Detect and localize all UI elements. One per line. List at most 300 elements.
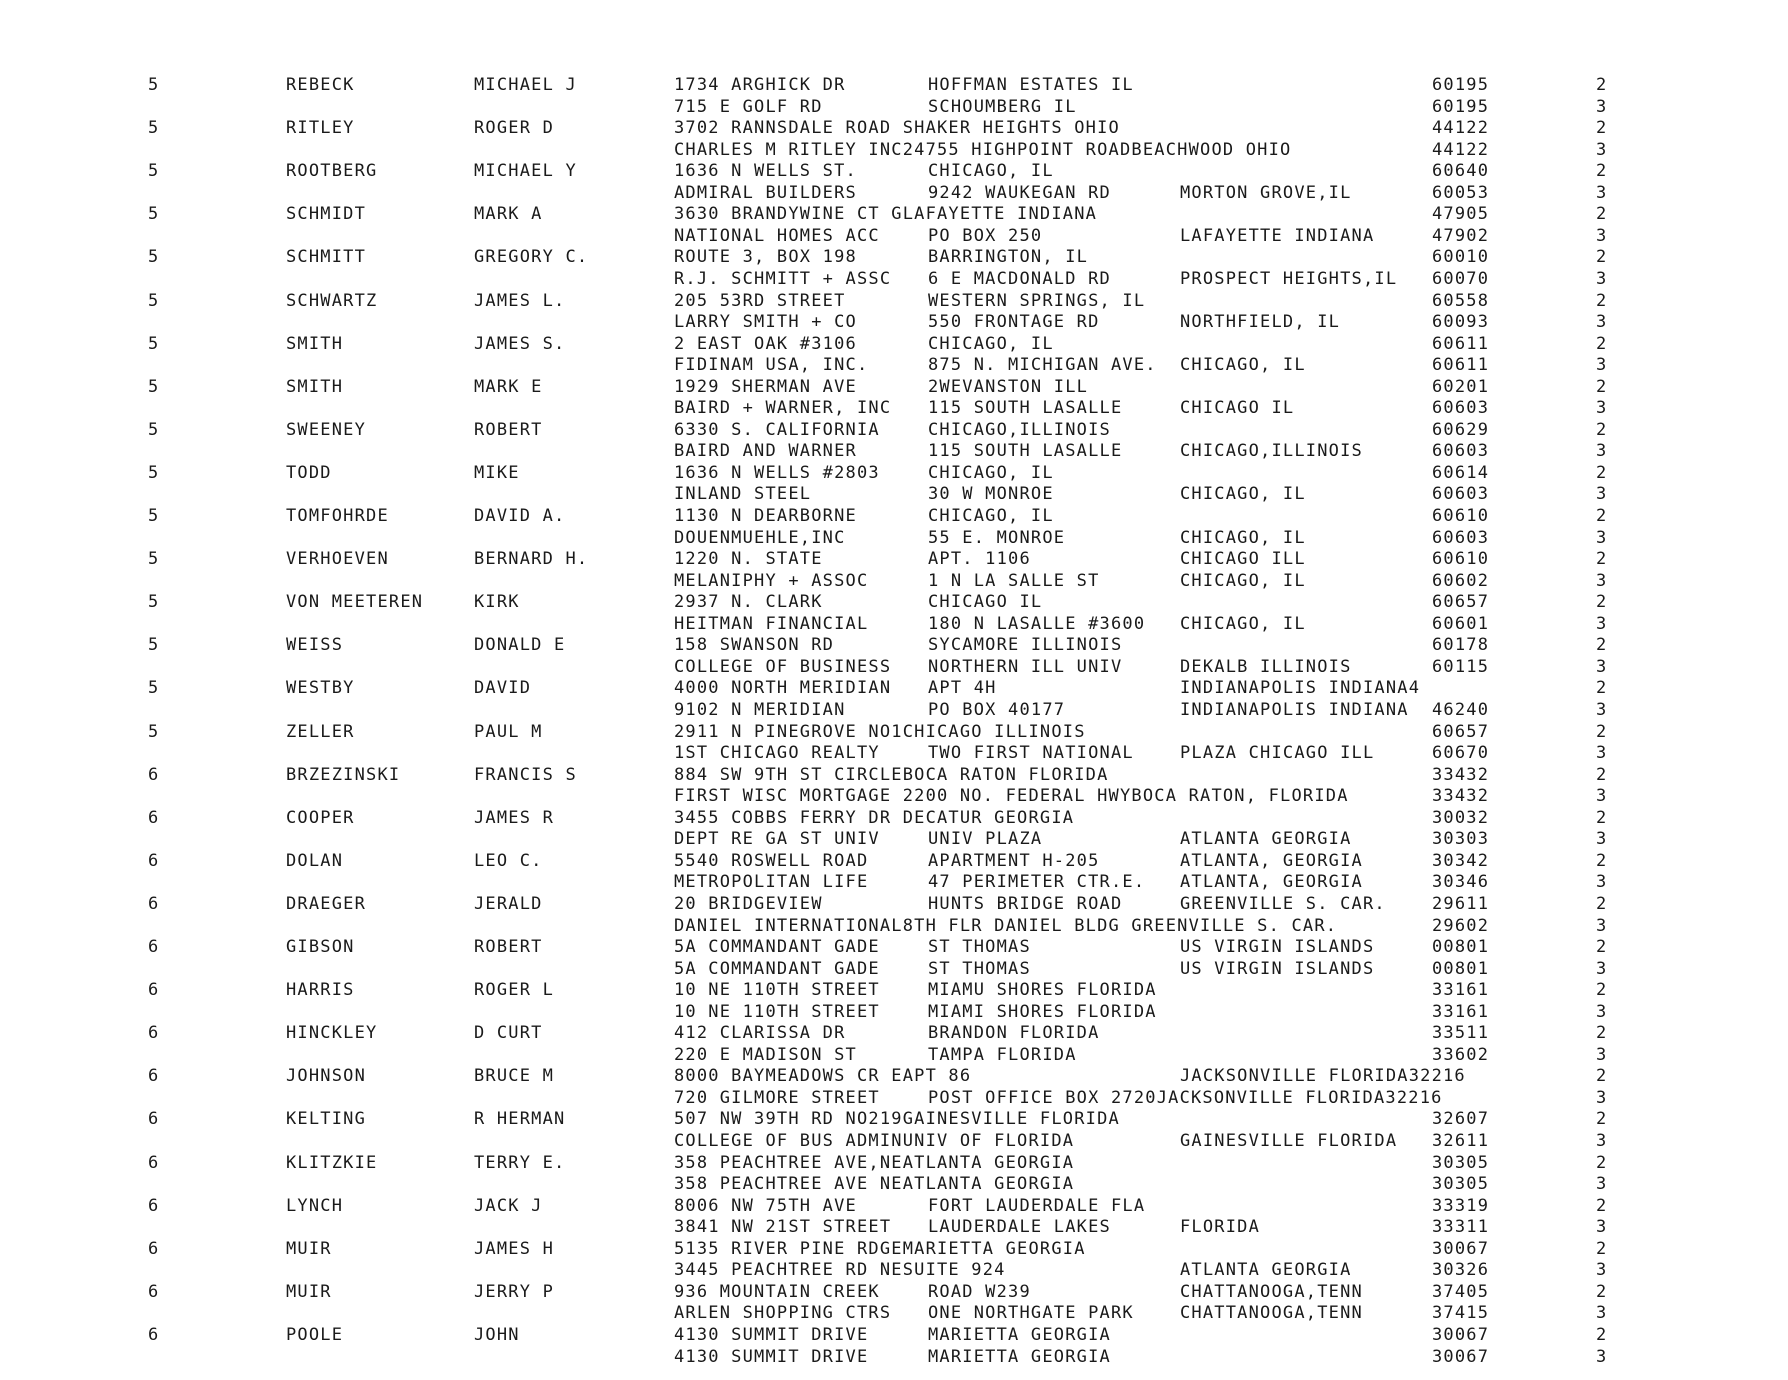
city-state: US VIRGIN ISLANDS <box>1180 937 1375 957</box>
address-line-1: 8000 BAYMEADOWS CR EAPT 86 <box>674 1066 972 1087</box>
first-name: MARK E <box>474 376 543 397</box>
first-name: ROGER L <box>474 980 555 1001</box>
record-code: 3 <box>1596 1303 1608 1324</box>
record-code: 3 <box>1596 139 1608 160</box>
table-row <box>0 1173 1788 1195</box>
city-state: FLORIDA <box>1180 1217 1261 1238</box>
address-line-1: 3630 BRANDYWINE CT GLAFAYETTE INDIANA <box>674 204 1098 225</box>
first-name: BERNARD H. <box>474 549 589 570</box>
city-state: PROSPECT HEIGHTS,IL <box>1180 269 1398 289</box>
address-line-1: 2 EAST OAK #3106 <box>674 333 857 354</box>
zip-code: 32607 <box>1432 1109 1490 1130</box>
table-row <box>0 462 1788 484</box>
address-line-1: 3841 NW 21ST STREET <box>674 1217 892 1238</box>
table-row <box>0 1346 1788 1368</box>
last-name: MUIR <box>286 1281 332 1302</box>
table-row <box>0 117 1788 139</box>
address-line-1: 205 53RD STREET <box>674 290 846 311</box>
first-name: ROBERT <box>474 937 543 957</box>
zip-code: 60657 <box>1432 721 1490 742</box>
address-line-2: MARIETTA GEORGIA <box>928 1346 1111 1367</box>
table-row <box>0 397 1788 419</box>
zip-code: 33161 <box>1432 1001 1490 1022</box>
record-code: 2 <box>1596 75 1608 95</box>
address-line-2: PO BOX 40177 <box>928 700 1066 720</box>
zip-code: 29611 <box>1432 893 1490 914</box>
zip-code: 60070 <box>1432 269 1490 289</box>
address-line-2: 55 E. MONROE <box>928 527 1066 548</box>
record-code: 3 <box>1596 312 1608 333</box>
table-row <box>0 505 1788 527</box>
city-state: DEKALB ILLINOIS <box>1180 656 1352 677</box>
last-name: WESTBY <box>286 678 355 699</box>
address-line-1: 10 NE 110TH STREET <box>674 1001 880 1022</box>
last-name: GIBSON <box>286 937 355 957</box>
record-code: 3 <box>1596 656 1608 677</box>
address-line-1: 5A COMMANDANT GADE <box>674 958 880 979</box>
record-code: 3 <box>1596 269 1608 289</box>
table-row <box>0 742 1788 764</box>
city-state: ATLANTA GEORGIA <box>1180 1260 1352 1281</box>
city-state: CHICAGO, IL <box>1180 484 1306 505</box>
first-name: R HERMAN <box>474 1109 566 1130</box>
zip-code: 60010 <box>1432 247 1490 268</box>
record-code: 2 <box>1596 1152 1608 1173</box>
class-number: 5 <box>148 333 160 354</box>
record-code: 2 <box>1596 1023 1608 1044</box>
zip-code: 30305 <box>1432 1174 1490 1194</box>
record-code: 3 <box>1596 872 1608 893</box>
zip-code: 37405 <box>1432 1281 1490 1302</box>
address-line-2: CHICAGO, IL <box>928 333 1054 354</box>
zip-code: 60657 <box>1432 592 1490 613</box>
last-name: KELTING <box>286 1109 367 1130</box>
address-line-1: 2911 N PINEGROVE NO1CHICAGO ILLINOIS <box>674 721 1086 742</box>
city-state: CHICAGO IL <box>1180 398 1295 419</box>
address-line-2: CHICAGO, IL <box>928 462 1054 483</box>
class-number: 5 <box>148 635 160 656</box>
zip-code: 00801 <box>1432 958 1490 979</box>
last-name: COOPER <box>286 807 355 828</box>
city-state: CHATTANOOGA,TENN <box>1180 1303 1363 1324</box>
address-line-1: 3455 COBBS FERRY DR DECATUR GEORGIA <box>674 807 1075 828</box>
class-number: 6 <box>148 1195 160 1216</box>
address-line-1: 1ST CHICAGO REALTY <box>674 743 880 764</box>
zip-code: 30067 <box>1432 1346 1490 1367</box>
zip-code: 29602 <box>1432 915 1490 936</box>
zip-code: 33311 <box>1432 1217 1490 1238</box>
address-line-2: ROAD W239 <box>928 1281 1031 1302</box>
address-line-1: 358 PEACHTREE AVE NEATLANTA GEORGIA <box>674 1174 1075 1194</box>
record-code: 3 <box>1596 958 1608 979</box>
table-row <box>0 74 1788 96</box>
last-name: TOMFOHRDE <box>286 506 389 526</box>
last-name: SCHMITT <box>286 247 367 268</box>
address-line-1: INLAND STEEL <box>674 484 812 505</box>
address-line-1: 1734 ARGHICK DR <box>674 75 846 95</box>
zip-code: 47905 <box>1432 204 1490 225</box>
first-name: JAMES S. <box>474 333 566 354</box>
table-row <box>0 376 1788 398</box>
class-number: 6 <box>148 807 160 828</box>
last-name: RITLEY <box>286 118 355 139</box>
city-state: CHICAGO, IL <box>1180 527 1306 548</box>
record-code: 3 <box>1596 700 1608 720</box>
class-number: 6 <box>148 1152 160 1173</box>
table-row <box>0 333 1788 355</box>
zip-code: 46240 <box>1432 700 1490 720</box>
address-line-2: CHICAGO, IL <box>928 161 1054 182</box>
address-line-2: 550 FRONTAGE RD <box>928 312 1100 333</box>
address-line-1: BAIRD AND WARNER <box>674 441 857 462</box>
record-code: 3 <box>1596 786 1608 807</box>
city-state: ATLANTA, GEORGIA <box>1180 850 1363 871</box>
address-line-1: 715 E GOLF RD <box>674 96 823 117</box>
record-code: 3 <box>1596 1346 1608 1367</box>
record-code: 2 <box>1596 592 1608 613</box>
zip-code: 47902 <box>1432 225 1490 246</box>
table-row <box>0 871 1788 893</box>
table-row <box>0 850 1788 872</box>
city-state: CHICAGO ILL <box>1180 549 1306 570</box>
record-code: 3 <box>1596 613 1608 634</box>
record-code: 2 <box>1596 506 1608 526</box>
record-code: 3 <box>1596 527 1608 548</box>
address-line-1: HEITMAN FINANCIAL <box>674 613 869 634</box>
address-line-1: 4130 SUMMIT DRIVE <box>674 1324 869 1345</box>
address-line-1: ARLEN SHOPPING CTRS <box>674 1303 892 1324</box>
class-number: 6 <box>148 1238 160 1259</box>
class-number: 5 <box>148 75 160 95</box>
record-code: 2 <box>1596 419 1608 440</box>
table-row <box>0 807 1788 829</box>
table-row <box>0 483 1788 505</box>
last-name: VERHOEVEN <box>286 549 389 570</box>
last-name: BRZEZINSKI <box>286 764 401 785</box>
class-number: 5 <box>148 592 160 613</box>
table-row <box>0 721 1788 743</box>
last-name: WEISS <box>286 635 344 656</box>
class-number: 5 <box>148 419 160 440</box>
address-line-2: FORT LAUDERDALE FLA <box>928 1195 1146 1216</box>
city-state: PLAZA CHICAGO ILL <box>1180 743 1375 764</box>
first-name: ROGER D <box>474 118 555 139</box>
table-row <box>0 764 1788 786</box>
zip-code: 00801 <box>1432 937 1490 957</box>
city-state: US VIRGIN ISLANDS <box>1180 958 1375 979</box>
zip-code: 37415 <box>1432 1303 1490 1324</box>
class-number: 6 <box>148 850 160 871</box>
table-row <box>0 591 1788 613</box>
address-line-2: ST THOMAS <box>928 958 1031 979</box>
city-state: CHICAGO,ILLINOIS <box>1180 441 1363 462</box>
zip-code: 60611 <box>1432 333 1490 354</box>
record-code: 3 <box>1596 570 1608 591</box>
record-code: 2 <box>1596 764 1608 785</box>
last-name: REBECK <box>286 75 355 95</box>
zip-code: 30346 <box>1432 872 1490 893</box>
zip-code: 60670 <box>1432 743 1490 764</box>
table-row <box>0 290 1788 312</box>
record-code: 2 <box>1596 850 1608 871</box>
class-number: 5 <box>148 678 160 699</box>
record-code: 2 <box>1596 161 1608 182</box>
table-row <box>0 246 1788 268</box>
table-row <box>0 1152 1788 1174</box>
address-line-2: APARTMENT H-205 <box>928 850 1100 871</box>
record-code: 2 <box>1596 333 1608 354</box>
city-state: CHICAGO, IL <box>1180 355 1306 376</box>
first-name: MIKE <box>474 462 520 483</box>
address-line-1: 220 E MADISON ST <box>674 1044 857 1065</box>
zip-code: 33511 <box>1432 1023 1490 1044</box>
address-line-1: METROPOLITAN LIFE <box>674 872 869 893</box>
city-state: CHICAGO, IL <box>1180 613 1306 634</box>
address-line-2: MIAMU SHORES FLORIDA <box>928 980 1157 1001</box>
table-row <box>0 915 1788 937</box>
class-number: 6 <box>148 893 160 914</box>
zip-code: 60601 <box>1432 613 1490 634</box>
address-line-1: 358 PEACHTREE AVE,NEATLANTA GEORGIA <box>674 1152 1075 1173</box>
address-line-2: HUNTS BRIDGE ROAD <box>928 893 1123 914</box>
table-row <box>0 1044 1788 1066</box>
class-number: 6 <box>148 1281 160 1302</box>
class-number: 6 <box>148 764 160 785</box>
zip-code: 33432 <box>1432 786 1490 807</box>
address-line-1: 10 NE 110TH STREET <box>674 980 880 1001</box>
first-name: ROBERT <box>474 419 543 440</box>
address-line-2: 1 N LA SALLE ST <box>928 570 1100 591</box>
address-line-1: 158 SWANSON RD <box>674 635 835 656</box>
table-row <box>0 440 1788 462</box>
address-line-1: 1636 N WELLS #2803 <box>674 462 880 483</box>
address-line-1: COLLEGE OF BUSINESS <box>674 656 892 677</box>
address-line-1: 2937 N. CLARK <box>674 592 823 613</box>
last-name: SMITH <box>286 376 344 397</box>
record-code: 2 <box>1596 678 1608 699</box>
table-row <box>0 354 1788 376</box>
first-name: JAMES R <box>474 807 555 828</box>
record-code: 2 <box>1596 1238 1608 1259</box>
table-row <box>0 419 1788 441</box>
city-state: ATLANTA GEORGIA <box>1180 829 1352 850</box>
table-row <box>0 1130 1788 1152</box>
table-row <box>0 958 1788 980</box>
city-state: ATLANTA, GEORGIA <box>1180 872 1363 893</box>
address-line-1: 5540 ROSWELL ROAD <box>674 850 869 871</box>
record-code: 3 <box>1596 1131 1608 1151</box>
record-code: 3 <box>1596 182 1608 203</box>
first-name: JERALD <box>474 893 543 914</box>
address-line-1: NATIONAL HOMES ACC <box>674 225 880 246</box>
last-name: HINCKLEY <box>286 1023 378 1044</box>
record-code: 3 <box>1596 915 1608 936</box>
record-code: 3 <box>1596 1260 1608 1281</box>
first-name: DONALD E <box>474 635 566 656</box>
record-code: 2 <box>1596 290 1608 311</box>
address-line-1: FIDINAM USA, INC. <box>674 355 869 376</box>
zip-code: 60640 <box>1432 161 1490 182</box>
table-row <box>0 634 1788 656</box>
last-name: ROOTBERG <box>286 161 378 182</box>
table-row <box>0 1216 1788 1238</box>
table-row <box>0 311 1788 333</box>
address-line-1: FIRST WISC MORTGAGE 2200 NO. FEDERAL HWYBOCA RATON, FLORIDA <box>674 786 1349 807</box>
city-state: GREENVILLE S. CAR. <box>1180 893 1386 914</box>
zip-code: 33161 <box>1432 980 1490 1001</box>
city-state: CHATTANOOGA,TENN <box>1180 1281 1363 1302</box>
first-name: GREGORY C. <box>474 247 589 268</box>
table-row <box>0 1238 1788 1260</box>
address-line-2: UNIV PLAZA <box>928 829 1043 850</box>
last-name: JOHNSON <box>286 1066 367 1087</box>
first-name: LEO C. <box>474 850 543 871</box>
zip-code: 30326 <box>1432 1260 1490 1281</box>
zip-code: 44122 <box>1432 118 1490 139</box>
zip-code: 60093 <box>1432 312 1490 333</box>
address-line-2: 30 W MONROE <box>928 484 1054 505</box>
first-name: TERRY E. <box>474 1152 566 1173</box>
class-number: 5 <box>148 376 160 397</box>
zip-code: 60610 <box>1432 506 1490 526</box>
address-line-2: 47 PERIMETER CTR.E. <box>928 872 1146 893</box>
city-state: NORTHFIELD, IL <box>1180 312 1341 333</box>
address-line-2: 180 N LASALLE #3600 <box>928 613 1146 634</box>
address-line-2: SYCAMORE ILLINOIS <box>928 635 1123 656</box>
first-name: MICHAEL J <box>474 75 577 95</box>
table-row <box>0 96 1788 118</box>
first-name: MICHAEL Y <box>474 161 577 182</box>
table-row <box>0 570 1788 592</box>
address-line-1: 3702 RANNSDALE ROAD SHAKER HEIGHTS OHIO <box>674 118 1120 139</box>
city-state: GAINESVILLE FLORIDA <box>1180 1131 1398 1151</box>
record-code: 3 <box>1596 1217 1608 1238</box>
city-state: LAFAYETTE INDIANA <box>1180 225 1375 246</box>
city-state: JACKSONVILLE FLORIDA32216 <box>1180 1066 1466 1087</box>
record-code: 3 <box>1596 743 1608 764</box>
table-row <box>0 1001 1788 1023</box>
first-name: DAVID A. <box>474 506 566 526</box>
record-code: 3 <box>1596 1044 1608 1065</box>
table-row <box>0 785 1788 807</box>
table-row <box>0 527 1788 549</box>
class-number: 5 <box>148 462 160 483</box>
record-code: 2 <box>1596 635 1608 656</box>
table-row <box>0 1259 1788 1281</box>
address-line-2: WESTERN SPRINGS, IL <box>928 290 1146 311</box>
zip-code: 30342 <box>1432 850 1490 871</box>
zip-code: 44122 <box>1432 139 1490 160</box>
last-name: SCHWARTZ <box>286 290 378 311</box>
table-row <box>0 656 1788 678</box>
class-number: 5 <box>148 721 160 742</box>
address-line-1: 412 CLARISSA DR <box>674 1023 846 1044</box>
last-name: ZELLER <box>286 721 355 742</box>
address-line-1: 5135 RIVER PINE RDGEMARIETTA GEORGIA <box>674 1238 1086 1259</box>
address-line-2: 2WEVANSTON ILL <box>928 376 1089 397</box>
zip-code: 30032 <box>1432 807 1490 828</box>
address-line-2: APT 4H <box>928 678 997 699</box>
address-line-1: 9102 N MERIDIAN <box>674 700 846 720</box>
last-name: KLITZKIE <box>286 1152 378 1173</box>
record-code: 2 <box>1596 1195 1608 1216</box>
record-code: 2 <box>1596 937 1608 957</box>
zip-code: 33319 <box>1432 1195 1490 1216</box>
address-line-1: 1929 SHERMAN AVE <box>674 376 857 397</box>
last-name: TODD <box>286 462 332 483</box>
zip-code: 60610 <box>1432 549 1490 570</box>
first-name: PAUL M <box>474 721 543 742</box>
table-row <box>0 1195 1788 1217</box>
table-row <box>0 1281 1788 1303</box>
address-line-2: HOFFMAN ESTATES IL <box>928 75 1134 95</box>
zip-code: 30303 <box>1432 829 1490 850</box>
address-line-1: 720 GILMORE STREET <box>674 1087 880 1108</box>
address-line-2: CHICAGO, IL <box>928 506 1054 526</box>
last-name: POOLE <box>286 1324 344 1345</box>
address-line-2: 6 E MACDONALD RD <box>928 269 1111 289</box>
last-name: MUIR <box>286 1238 332 1259</box>
record-code: 3 <box>1596 96 1608 117</box>
city-state: INDIANAPOLIS INDIANA4 <box>1180 678 1421 699</box>
record-code: 2 <box>1596 462 1608 483</box>
record-code: 3 <box>1596 1174 1608 1194</box>
class-number: 5 <box>148 204 160 225</box>
address-line-1: ADMIRAL BUILDERS <box>674 182 857 203</box>
record-code: 2 <box>1596 807 1608 828</box>
address-line-2: TAMPA FLORIDA <box>928 1044 1077 1065</box>
class-number: 6 <box>148 1324 160 1345</box>
address-line-2: 115 SOUTH LASALLE <box>928 441 1123 462</box>
class-number: 5 <box>148 549 160 570</box>
zip-code: 60053 <box>1432 182 1490 203</box>
address-line-2: SCHOUMBERG IL <box>928 96 1077 117</box>
address-line-2: ST THOMAS <box>928 937 1031 957</box>
table-row <box>0 1087 1788 1109</box>
first-name: FRANCIS S <box>474 764 577 785</box>
address-line-2: MARIETTA GEORGIA <box>928 1324 1111 1345</box>
class-number: 6 <box>148 1023 160 1044</box>
class-number: 5 <box>148 161 160 182</box>
first-name: JAMES H <box>474 1238 555 1259</box>
zip-code: 33432 <box>1432 764 1490 785</box>
first-name: DAVID <box>474 678 532 699</box>
record-code: 2 <box>1596 980 1608 1001</box>
address-line-2: POST OFFICE BOX 2720JACKSONVILLE FLORIDA32216 <box>928 1087 1443 1108</box>
table-row <box>0 203 1788 225</box>
zip-code: 60603 <box>1432 398 1490 419</box>
table-row <box>0 893 1788 915</box>
class-number: 6 <box>148 937 160 957</box>
record-code: 2 <box>1596 1066 1608 1087</box>
address-line-2: 9242 WAUKEGAN RD <box>928 182 1111 203</box>
table-row <box>0 1108 1788 1130</box>
last-name: VON MEETEREN <box>286 592 424 613</box>
first-name: D CURT <box>474 1023 543 1044</box>
address-line-2: BRANDON FLORIDA <box>928 1023 1100 1044</box>
record-code: 2 <box>1596 893 1608 914</box>
address-line-1: CHARLES M RITLEY INC24755 HIGHPOINT ROADBEACHWOOD OHIO <box>674 139 1292 160</box>
address-line-1: MELANIPHY + ASSOC <box>674 570 869 591</box>
table-row <box>0 1022 1788 1044</box>
class-number: 6 <box>148 1109 160 1130</box>
first-name: BRUCE M <box>474 1066 555 1087</box>
table-row <box>0 548 1788 570</box>
record-code: 3 <box>1596 225 1608 246</box>
zip-code: 60178 <box>1432 635 1490 656</box>
record-code: 3 <box>1596 829 1608 850</box>
address-line-2: BARRINGTON, IL <box>928 247 1089 268</box>
